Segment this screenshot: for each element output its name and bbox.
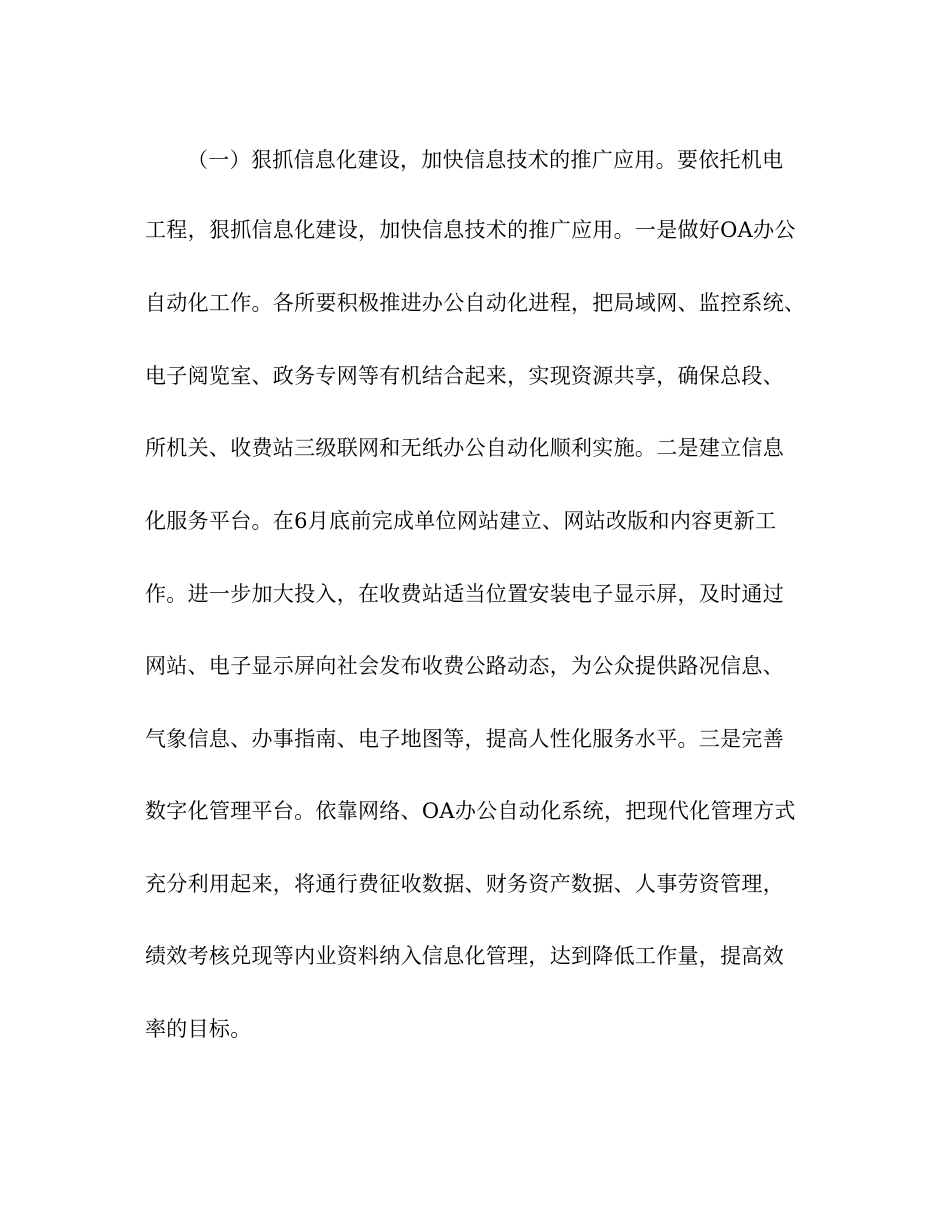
paragraph-line-11: 充分利用起来，将通行费征收数据、财务资产数据、人事劳资管理， [145,872,784,896]
paragraph-line-12: 绩效考核兑现等内业资料纳入信息化管理，达到降低工作量，提高效 [145,944,784,968]
paragraph-line-5: 所机关、收费站三级联网和无纸办公自动化顺利实施。二是建立信息 [145,436,784,460]
paragraph-line-10: 数字化管理平台。依靠网络、OA办公自动化系统，把现代化管理方式 [145,799,796,823]
paragraph-line-4: 电子阅览室、政务专网等有机结合起来，实现资源共享，确保总段、 [145,364,784,388]
paragraph-line-13: 率的目标。 [145,1017,252,1041]
paragraph-line-1: （一）狠抓信息化建设，加快信息技术的推广应用。要依托机电 [187,148,784,172]
paragraph-line-9: 气象信息、办事指南、电子地图等，提高人性化服务水平。三是完善 [145,727,784,751]
paragraph-line-8: 网站、电子显示屏向社会发布收费公路动态，为公众提供路况信息、 [145,654,784,678]
paragraph-line-6: 化服务平台。在6月底前完成单位网站建立、网站改版和内容更新工 [145,509,777,533]
paragraph-line-2: 工程，狠抓信息化建设，加快信息技术的推广应用。一是做好OA办公 [145,218,796,242]
paragraph-line-7: 作。进一步加大投入，在收费站适当位置安装电子显示屏，及时通过 [145,582,784,606]
paragraph-line-3: 自动化工作。各所要积极推进办公自动化进程，把局域网、监控系统、 [145,291,806,315]
